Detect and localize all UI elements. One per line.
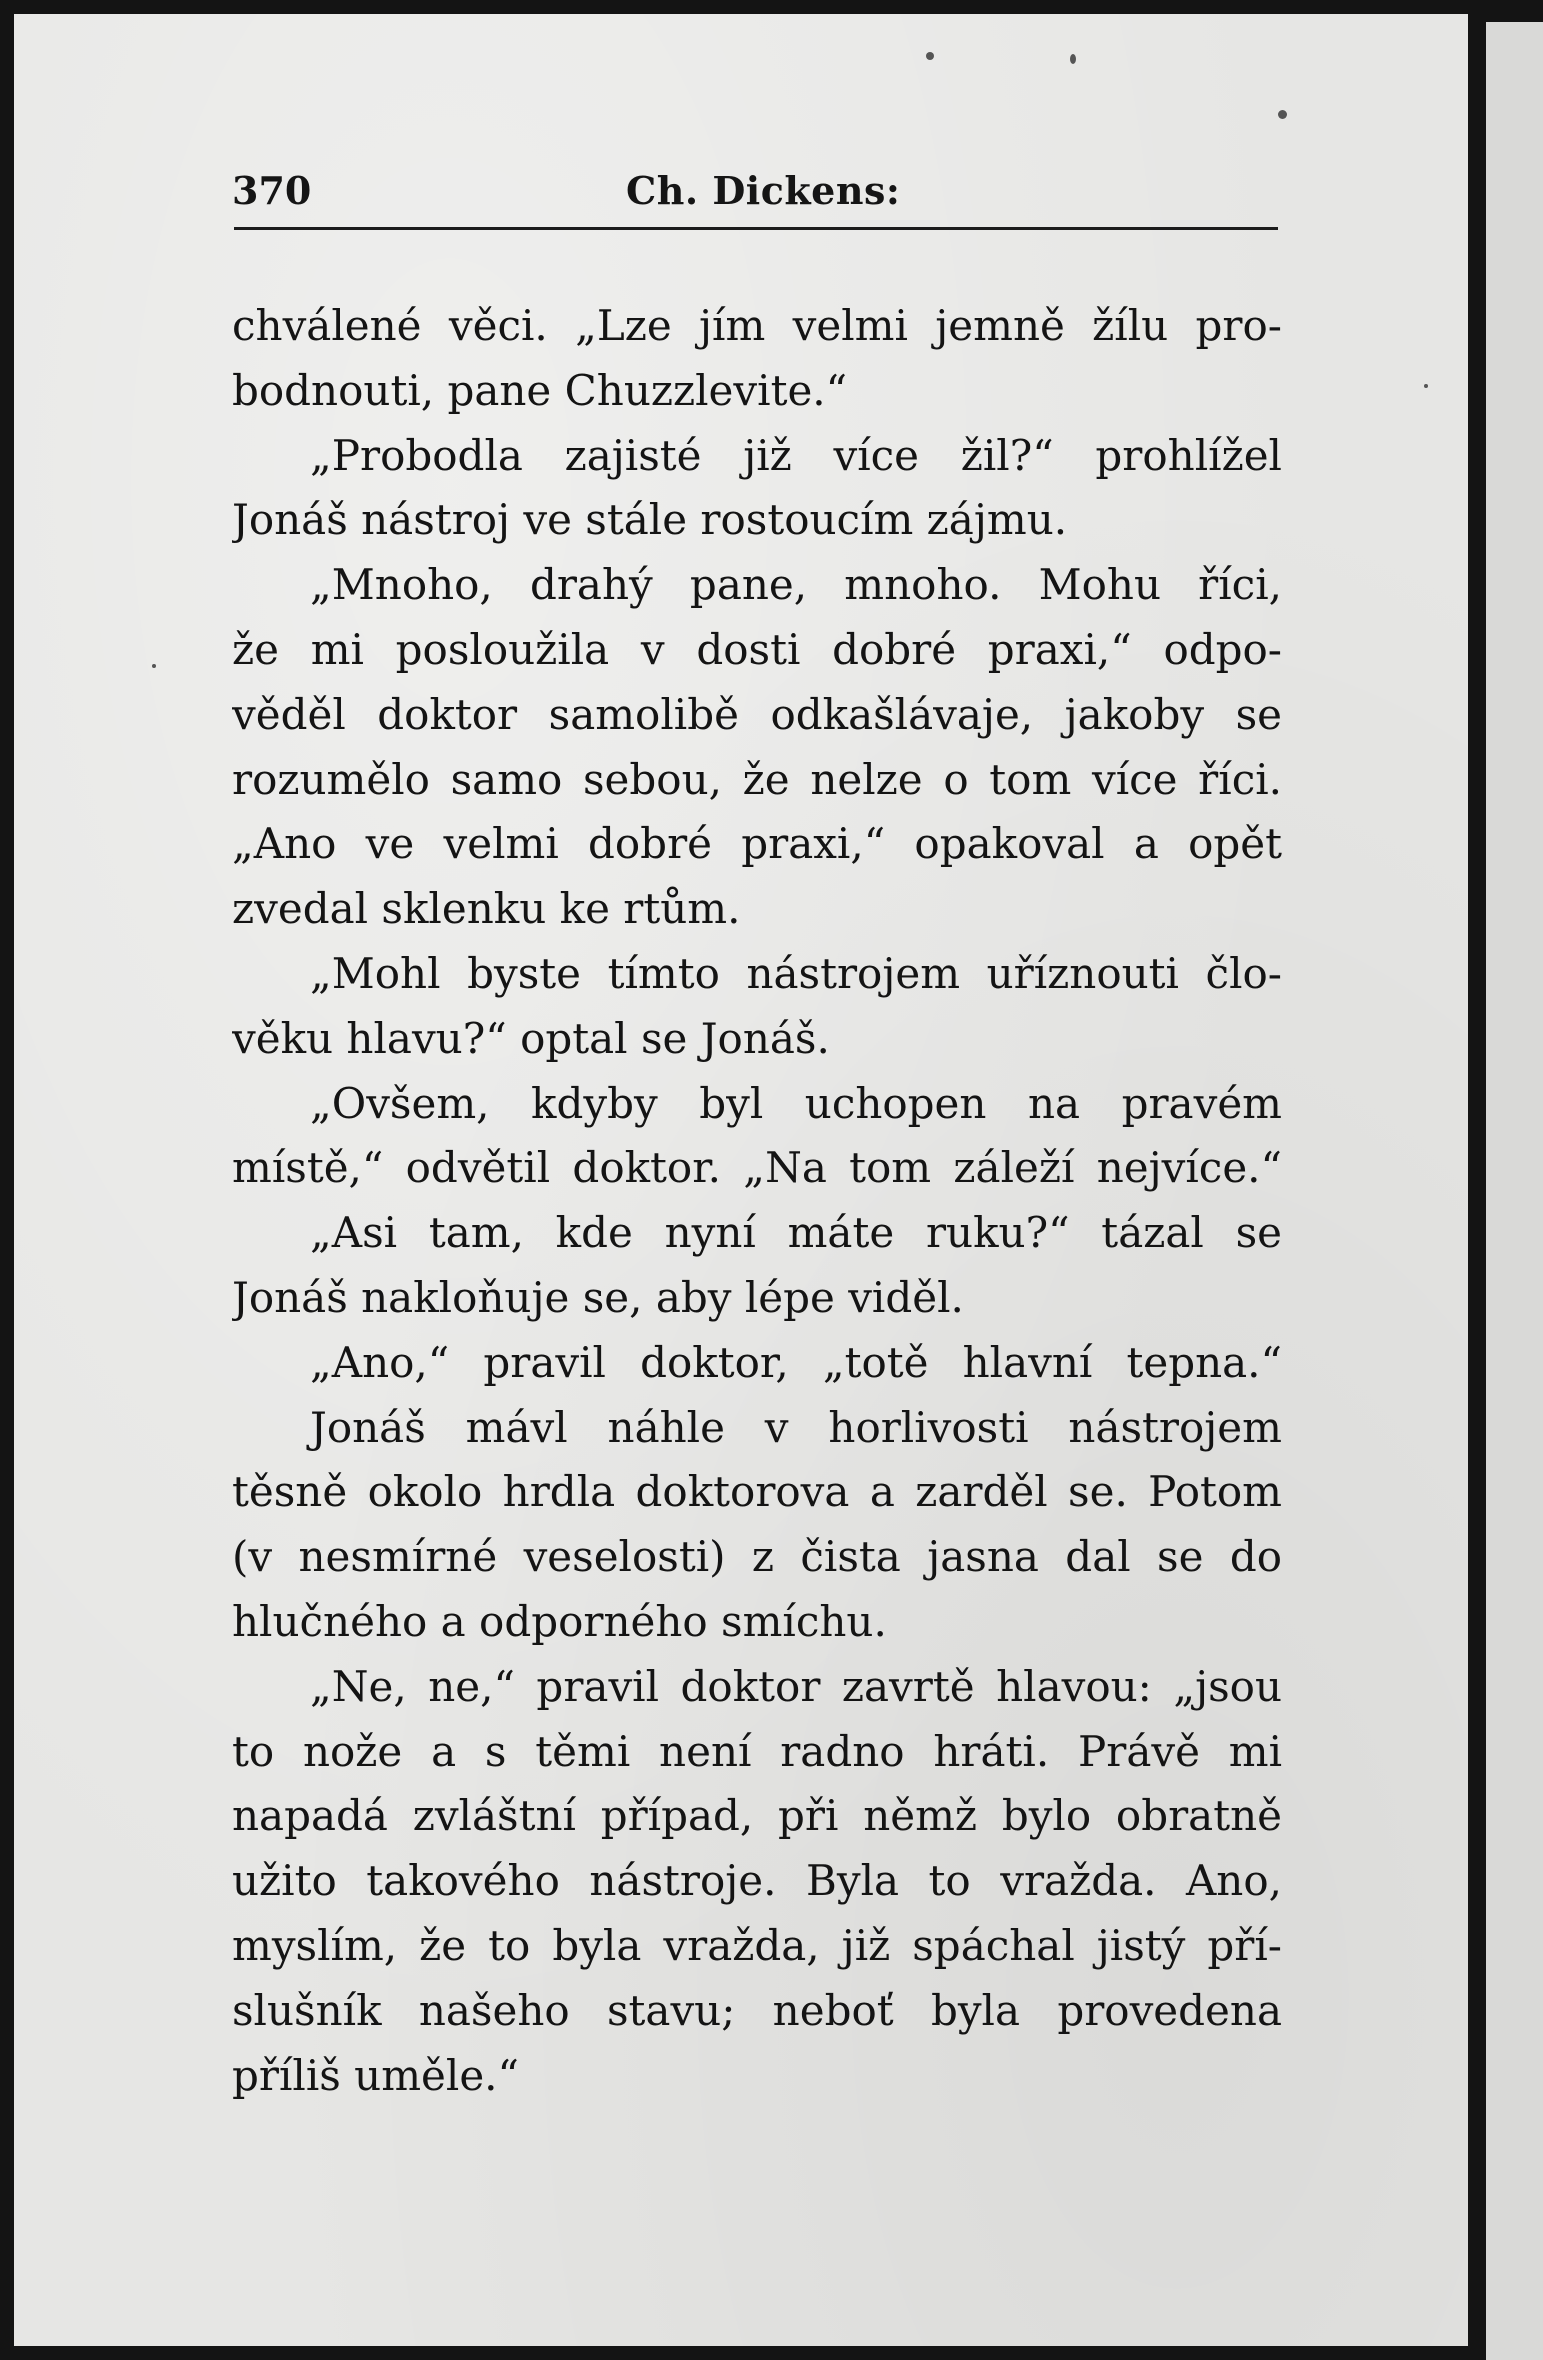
- text-line: to nože a s těmi není radno hráti. Právě mi: [232, 1726, 1282, 1776]
- text-line: „Ano,“ pravil doktor, „totě hlavní tepna.“: [310, 1337, 1282, 1387]
- text-line: chválené věci. „Lze jím velmi jemně žílu pro-: [232, 301, 1282, 350]
- ink-speck: [152, 664, 156, 668]
- text-line: „Asi tam, kde nyní máte ruku?“ tázal se: [310, 1208, 1282, 1258]
- text-line: Jonáš mávl náhle v horlivosti nástrojem: [310, 1402, 1282, 1452]
- text-line: „Mohl byste tímto nástrojem uříznouti člo-: [310, 948, 1282, 998]
- text-line: věku hlavu?“ optal se Jonáš.: [232, 1013, 830, 1063]
- text-line: těsně okolo hrdla doktorova a zarděl se. Potom: [232, 1467, 1282, 1517]
- text-line: místě,“ odvětil doktor. „Na tom záleží nejvíce.“: [232, 1143, 1282, 1193]
- text-line: užito takového nástroje. Byla to vražda. Ano,: [232, 1856, 1282, 1906]
- page-number: 370: [232, 168, 312, 213]
- text-line: Jonáš nástroj ve stále rostoucím zájmu.: [232, 495, 1068, 545]
- text-line: že mi posloužila v dosti dobré praxi,“ odpo-: [232, 624, 1282, 674]
- running-head: [218, 168, 1278, 224]
- text-line: napadá zvláštní případ, při němž bylo obratně: [232, 1791, 1282, 1841]
- ink-speck: [1424, 384, 1428, 388]
- text-line: rozumělo samo sebou, že nelze o tom více říci.: [232, 754, 1282, 804]
- text-line: „Ne, ne,“ pravil doktor zavrtě hlavou: „jsou: [310, 1661, 1282, 1711]
- text-line: Jonáš nakloňuje se, aby lépe viděl.: [232, 1272, 964, 1322]
- text-line: příliš uměle.“: [232, 2050, 520, 2100]
- text-line: myslím, že to byla vražda, již spáchal jistý pří-: [232, 1920, 1282, 1970]
- text-line: „Ano ve velmi dobré praxi,“ opakoval a opět: [232, 819, 1282, 869]
- text-line: hlučného a odporného smíchu.: [232, 1596, 887, 1646]
- ink-speck: [1070, 54, 1076, 64]
- ink-speck: [1278, 110, 1287, 119]
- text-line: věděl doktor samolibě odkašlávaje, jakoby se: [232, 689, 1282, 739]
- text-line: slušník našeho stavu; neboť byla provedena: [232, 1985, 1282, 2035]
- text-line: zvedal sklenku ke rtům.: [232, 884, 741, 934]
- text-line: „Ovšem, kdyby byl uchopen na pravém: [310, 1078, 1282, 1128]
- header-rule: [234, 227, 1278, 230]
- text-line: „Mnoho, drahý pane, mnoho. Mohu říci,: [310, 560, 1282, 610]
- running-title: Ch. Dickens:: [626, 168, 901, 213]
- text-line: „Probodla zajisté již více žil?“ prohlížel: [310, 430, 1282, 480]
- body-text: [232, 294, 1282, 2108]
- text-line: (v nesmírné veselosti) z čista jasna dal se do: [232, 1532, 1282, 1582]
- text-line: bodnouti, pane Chuzzlevite.“: [232, 365, 848, 415]
- adjacent-page-edge: [1486, 22, 1543, 2360]
- ink-speck: [926, 52, 934, 60]
